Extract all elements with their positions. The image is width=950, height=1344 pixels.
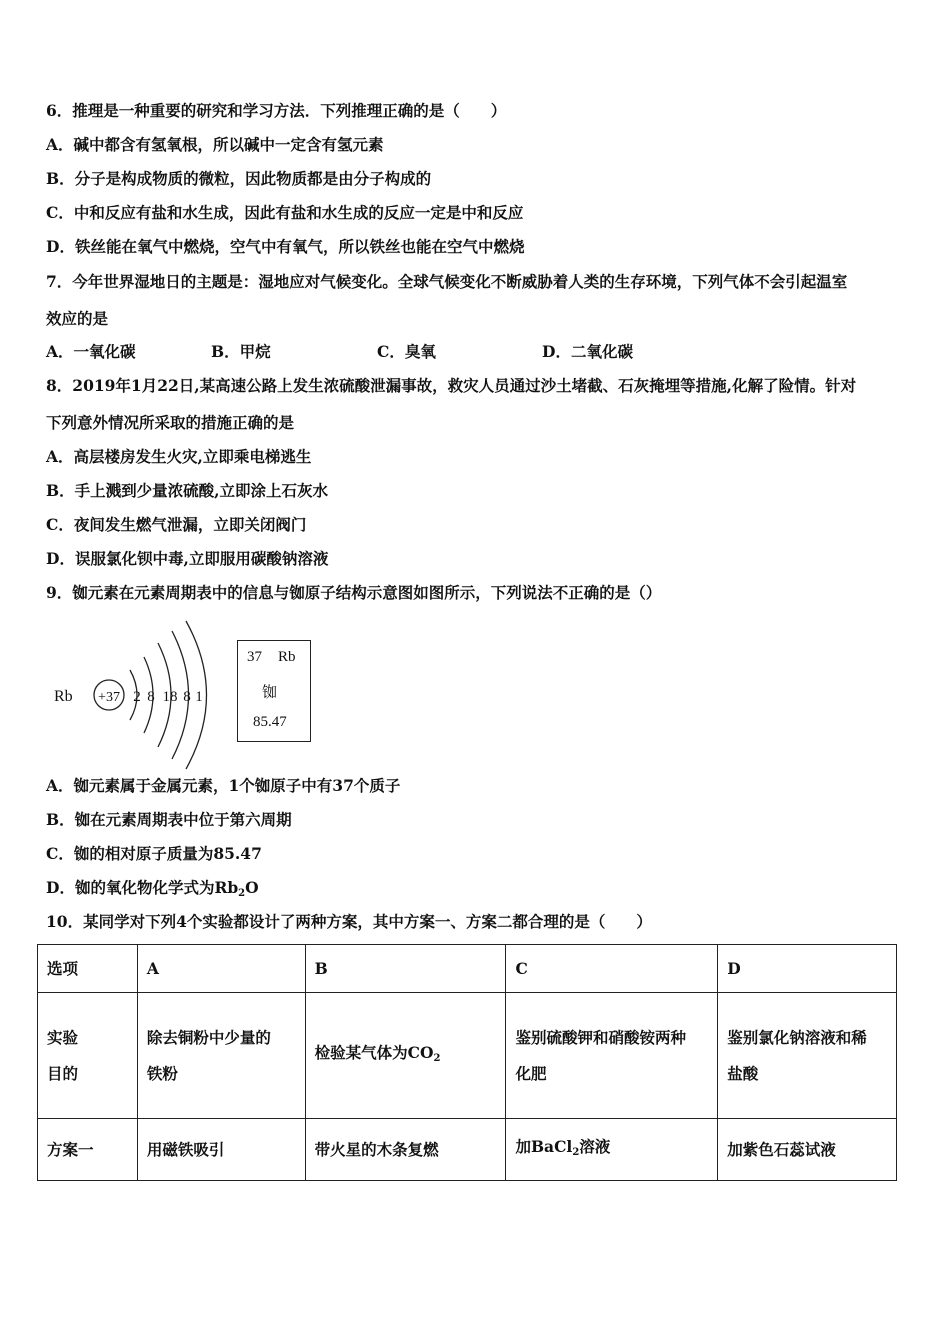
q9-option-c: C．铷的相对原子质量为85.47 xyxy=(46,844,262,863)
plan1-label-cell: 方案一 xyxy=(38,1119,138,1181)
shell-count-4: 8 xyxy=(183,689,191,705)
purpose-a-line2: 铁粉 xyxy=(146,1063,178,1083)
q8-stem-line1: 8．2019年1月22日,某高速公路上发生浓硫酸泄漏事故，救灾人员通过沙土堵截、石灰掩埋等措施,化解了险情。针对 xyxy=(46,376,857,395)
q9-option-b: B．铷在元素周期表中位于第六周期 xyxy=(46,810,292,829)
header-cell-c: C xyxy=(506,945,718,993)
purpose-d-cell xyxy=(718,993,897,1119)
purpose-c-line1: 鉴别硫酸钾和硝酸铵两种 xyxy=(515,1027,686,1047)
plan1-c-suffix: 溶液 xyxy=(579,1136,611,1156)
table-row-purpose xyxy=(38,993,897,1119)
purpose-d-line1: 鉴别氯化钠溶液和稀 xyxy=(727,1027,867,1047)
q7-stem-line1: 7．今年世界湿地日的主题是：湿地应对气候变化。全球气候变化不断威胁着人类的生存环境，下列气体不会引起温室 xyxy=(46,272,848,291)
q6-option-d: D．铁丝能在氧气中燃烧，空气中有氧气，所以铁丝也能在空气中燃烧 xyxy=(46,237,525,256)
shell-count-5: 1 xyxy=(195,689,203,705)
purpose-d-line2: 盐酸 xyxy=(727,1063,759,1083)
plan1-d-cell: 加紫色石蕊试液 xyxy=(718,1119,897,1181)
q8-stem-line2: 下列意外情况所采取的措施正确的是 xyxy=(46,413,295,432)
nucleus-charge: +37 xyxy=(98,690,120,705)
purpose-c-line2: 化肥 xyxy=(515,1063,547,1083)
q10-table xyxy=(37,944,897,1181)
shell-count-3: 18 xyxy=(162,689,178,705)
plan1-c-text: 加BaCl xyxy=(515,1136,573,1156)
q8-option-a: A．高层楼房发生火灾,立即乘电梯逃生 xyxy=(46,447,312,466)
purpose-b-text: 检验某气体为CO xyxy=(314,1042,434,1062)
q10-stem: 10．某同学对下列4个实验都设计了两种方案，其中方案一、方案二都合理的是（ ） xyxy=(46,912,652,931)
plan1-a-cell: 用磁铁吸引 xyxy=(137,1119,305,1181)
q6-option-c: C．中和反应有盐和水生成，因此有盐和水生成的反应一定是中和反应 xyxy=(46,203,524,222)
q7-option-b: B．甲烷 xyxy=(211,342,271,361)
q9-option-d-text: D．铷的氧化物化学式为Rb xyxy=(46,878,239,897)
header-cell-d: D xyxy=(718,945,897,993)
plan1-c-sub: 2 xyxy=(572,1146,580,1158)
atom-symbol: Rb xyxy=(54,688,73,705)
q8-option-d: D．误服氯化钡中毒,立即服用碳酸钠溶液 xyxy=(46,549,329,568)
purpose-a-cell xyxy=(137,993,305,1119)
shell-count-2: 8 xyxy=(147,689,155,705)
q9-stem: 9．铷元素在元素周期表中的信息与铷原子结构示意图如图所示，下列说法不正确的是（） xyxy=(46,583,662,602)
header-cell-option: 选项 xyxy=(38,945,138,993)
q6-option-a: A．碱中都含有氢氧根，所以碱中一定含有氢元素 xyxy=(46,135,384,154)
q7-option-d: D．二氧化碳 xyxy=(542,342,633,361)
q9-option-d xyxy=(46,877,259,905)
q7-option-c: C．臭氧 xyxy=(377,342,436,361)
purpose-b-cell xyxy=(305,993,506,1119)
element-symbol: Rb xyxy=(278,649,296,665)
element-number: 37 xyxy=(247,649,262,665)
purpose-label-cell xyxy=(38,993,138,1119)
q6-stem: 6．推理是一种重要的研究和学习方法．下列推理正确的是（ ） xyxy=(46,101,507,120)
element-name: 铷 xyxy=(262,683,278,701)
element-mass: 85.47 xyxy=(253,714,287,730)
q8-option-c: C．夜间发生燃气泄漏，立即关闭阀门 xyxy=(46,515,307,534)
purpose-c-cell xyxy=(506,993,718,1119)
q9-option-d-sub: 2 xyxy=(238,888,246,899)
q7-option-a: A．一氧化碳 xyxy=(46,342,136,361)
q8-option-b: B．手上溅到少量浓硫酸,立即涂上石灰水 xyxy=(46,481,328,500)
header-cell-a: A xyxy=(137,945,305,993)
q9-option-d-suffix: O xyxy=(245,878,259,897)
header-cell-b: B xyxy=(305,945,506,993)
plan1-b-cell: 带火星的木条复燃 xyxy=(305,1119,506,1181)
purpose-b-sub: 2 xyxy=(433,1052,441,1064)
q6-option-b: B．分子是构成物质的微粒，因此物质都是由分子构成的 xyxy=(46,169,432,188)
table-header-row xyxy=(38,945,897,993)
table-row-plan1 xyxy=(38,1119,897,1181)
purpose-label-line1: 实验 xyxy=(47,1027,79,1047)
q7-stem-line2: 效应的是 xyxy=(46,309,109,328)
purpose-label-line2: 目的 xyxy=(47,1063,79,1083)
purpose-a-line1: 除去铜粉中少量的 xyxy=(146,1027,271,1047)
shell-count-1: 2 xyxy=(133,689,141,705)
element-card xyxy=(237,640,311,742)
plan1-c-cell xyxy=(506,1119,718,1181)
q9-option-a: A．铷元素属于金属元素，1个铷原子中有37个质子 xyxy=(46,776,401,795)
